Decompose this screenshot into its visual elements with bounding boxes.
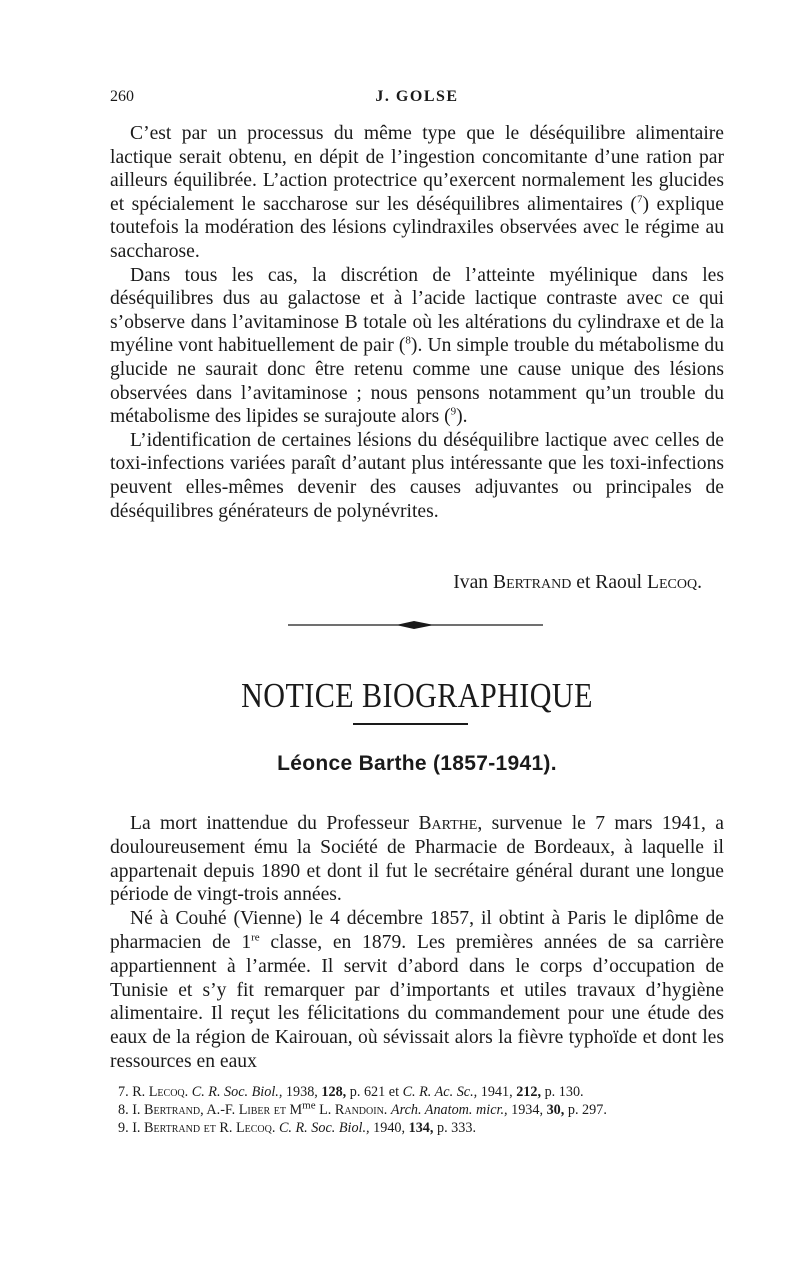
section-title: NOTICE BIOGRAPHIQUE: [241, 676, 593, 715]
footnote-ref: 8: [405, 334, 411, 347]
section-subtitle: Léonce Barthe (1857-1941).: [277, 752, 557, 775]
footnote-ref: 9: [450, 405, 457, 418]
paragraph: La mort inattendue du Professeur Barthe, survenue le 7 mars 1941, a douloureusement ému la Société de Pharmacie de Bordeaux, à laquelle il appartenait depuis 1890 et dont il fut le secrétaire général durant une longue période de vingt-trois années.: [110, 813, 725, 906]
footnote: 9. I. Bertrand et R. Lecoq. C. R. Soc. Biol., 1940, 134, p. 333.: [118, 1120, 476, 1136]
biographical-notice: [110, 812, 724, 1074]
page-number: 260: [110, 88, 134, 105]
author-signature: Ivan Bertrand et Raoul Lecoq.: [453, 572, 702, 593]
running-head: [110, 88, 724, 112]
paragraph: C’est par un processus du même type que le déséquilibre alimentaire lactique serait obtenu, en dépit de l’ingestion concomitante d’une ration par ailleurs équilibrée. L’action protectrice qu’exercent normalement les glucides et spécialement le saccharose sur les déséquilibres alimentaires ($^7$) explique toutefois la modération des lésions cylindraxiles observées avec le régime au saccharose.: [110, 123, 724, 262]
paragraph: Dans tous les cas, la discrétion de l’atteinte myélinique dans les déséquilibres dus au galactose et à l’acide lactique contraste avec ce qui s’observe dans l’avitaminose B totale où les altérations du cylindraxe et de la myéline vont habituellement de pair ($^8$). Un simple trouble du métabolisme du glucide ne saurait donc être retenu comme une cause unique des lésions observées dans l’avitaminose ; nous pensons notamment qu’un trouble du métabolisme des lipides se surajoute alors ($^9$).: [110, 264, 724, 428]
footnote: 8. I. Bertrand, A.-F. Liber et $M^{me}$ L. Randoin. Arch. Anatom. micr., 1934, 30, p. 297.: [118, 1099, 607, 1118]
footnote-ref: 7: [636, 193, 643, 206]
article-conclusion: [110, 122, 724, 523]
title-underline: [353, 723, 468, 725]
footnote: 7. R. Lecoq. C. R. Soc. Biol., 1938, 128, p. 621 et C. R. Ac. Sc., 1941, 212, p. 130.: [118, 1084, 584, 1100]
paragraph: L’identification de certaines lésions du déséquilibre lactique avec celles de toxi-infections variées paraît d’autant plus intéressante que les toxi-infections peuvent elles-mêmes devenir des causes adjuvantes ou principales de déséquilibres générateurs de polynévrites.: [110, 429, 724, 522]
footnotes: [110, 1083, 724, 1137]
paragraph: Né à Couhé (Vienne) le 4 décembre 1857, il obtint à Paris le diplôme de pharmacien de 1re classe, en 1879. Les premières années de sa carrière appartiennent à l’armée. Il servit d’abord dans le corps d’occupation de Tunisie et s’y fit remarquer par d’importants et utiles travaux d’hygiène alimentaire. Il reçut les félicitations du commandement pour une étude des eaux de la région de Kairouan, où sévissait alors la fièvre typhoïde et dont les ressources en eaux: [110, 908, 724, 1072]
running-title: J. GOLSE: [375, 88, 459, 105]
section-divider-ornament: [288, 618, 543, 632]
